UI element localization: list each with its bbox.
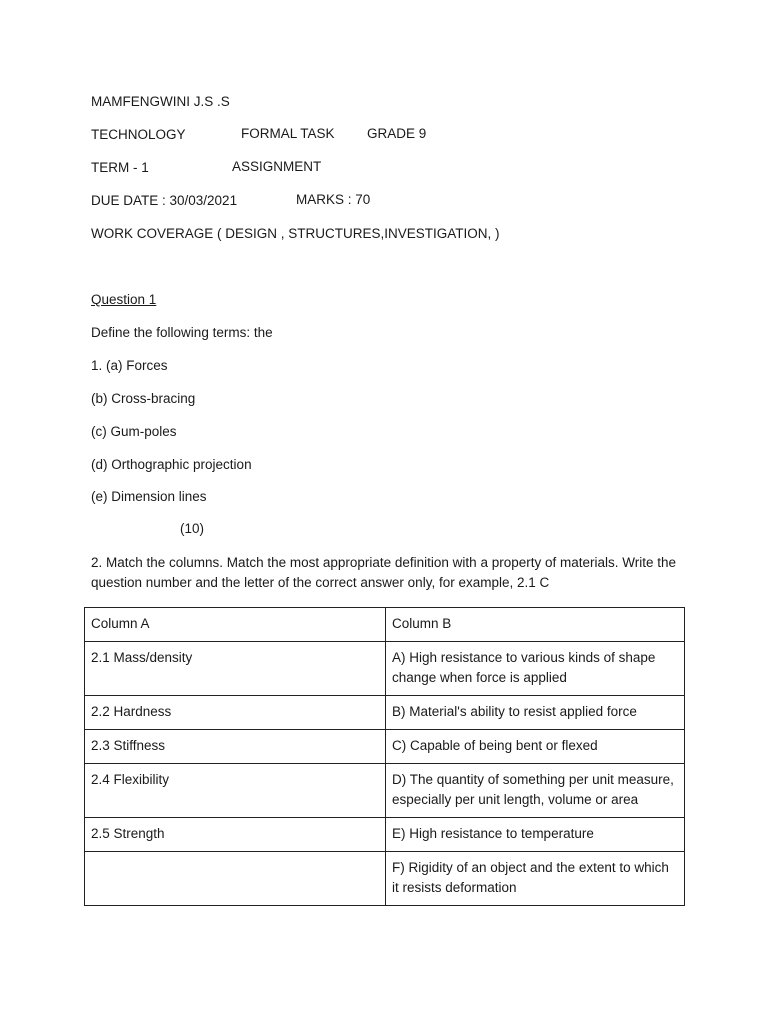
question-1-instruction: Define the following terms: the: [91, 325, 273, 340]
table-row: [85, 642, 685, 696]
column-b-cell: D) The quantity of something per unit measure, especially per unit length, volume or area: [386, 764, 685, 818]
question-1-title: Question 1: [91, 292, 157, 307]
column-b-header: Column B: [386, 608, 685, 642]
column-b-cell: B) Material's ability to resist applied force: [386, 696, 685, 730]
due-date: DUE DATE : 30/03/2021: [91, 193, 238, 208]
term-label: TERM - 1: [91, 160, 149, 175]
column-b-cell: F) Rigidity of an object and the extent to which it resists deformation: [386, 852, 685, 906]
table-row: [85, 730, 685, 764]
term-item: (b) Cross-bracing: [91, 391, 196, 406]
term-item: 1. (a) Forces: [91, 358, 168, 373]
subject-label: TECHNOLOGY: [91, 127, 186, 142]
term-item: (e) Dimension lines: [91, 489, 207, 504]
assignment-type: ASSIGNMENT: [232, 159, 322, 174]
column-b-cell: C) Capable of being bent or flexed: [386, 730, 685, 764]
term-item: (d) Orthographic projection: [91, 457, 252, 472]
table-header-row: [85, 608, 685, 642]
column-a-cell: 2.2 Hardness: [85, 696, 386, 730]
work-coverage: WORK COVERAGE ( DESIGN , STRUCTURES,INVESTIGATION, ): [91, 226, 500, 241]
total-marks: MARKS : 70: [296, 192, 371, 207]
grade-label: GRADE 9: [367, 126, 427, 141]
column-a-cell: 2.1 Mass/density: [85, 642, 386, 696]
column-b-cell: A) High resistance to various kinds of shape change when force is applied: [386, 642, 685, 696]
column-a-cell: 2.3 Stiffness: [85, 730, 386, 764]
question-2-instruction: 2. Match the columns. Match the most appropriate definition with a property of materials. Write the question number and the letter of the correct answer only, for example, 2.1 C: [91, 555, 677, 590]
table-row: [85, 764, 685, 818]
school-name: MAMFENGWINI J.S .S: [91, 94, 230, 109]
table-row: [85, 852, 685, 906]
column-a-cell: 2.5 Strength: [85, 818, 386, 852]
question-1-marks: (10): [180, 521, 205, 536]
column-a-header: Column A: [85, 608, 386, 642]
column-a-cell: [85, 852, 386, 906]
task-label: FORMAL TASK: [241, 126, 335, 141]
table-row: [85, 818, 685, 852]
term-item: (c) Gum-poles: [91, 424, 177, 439]
matching-table: [84, 607, 685, 906]
column-b-cell: E) High resistance to temperature: [386, 818, 685, 852]
column-a-cell: 2.4 Flexibility: [85, 764, 386, 818]
table-row: [85, 696, 685, 730]
